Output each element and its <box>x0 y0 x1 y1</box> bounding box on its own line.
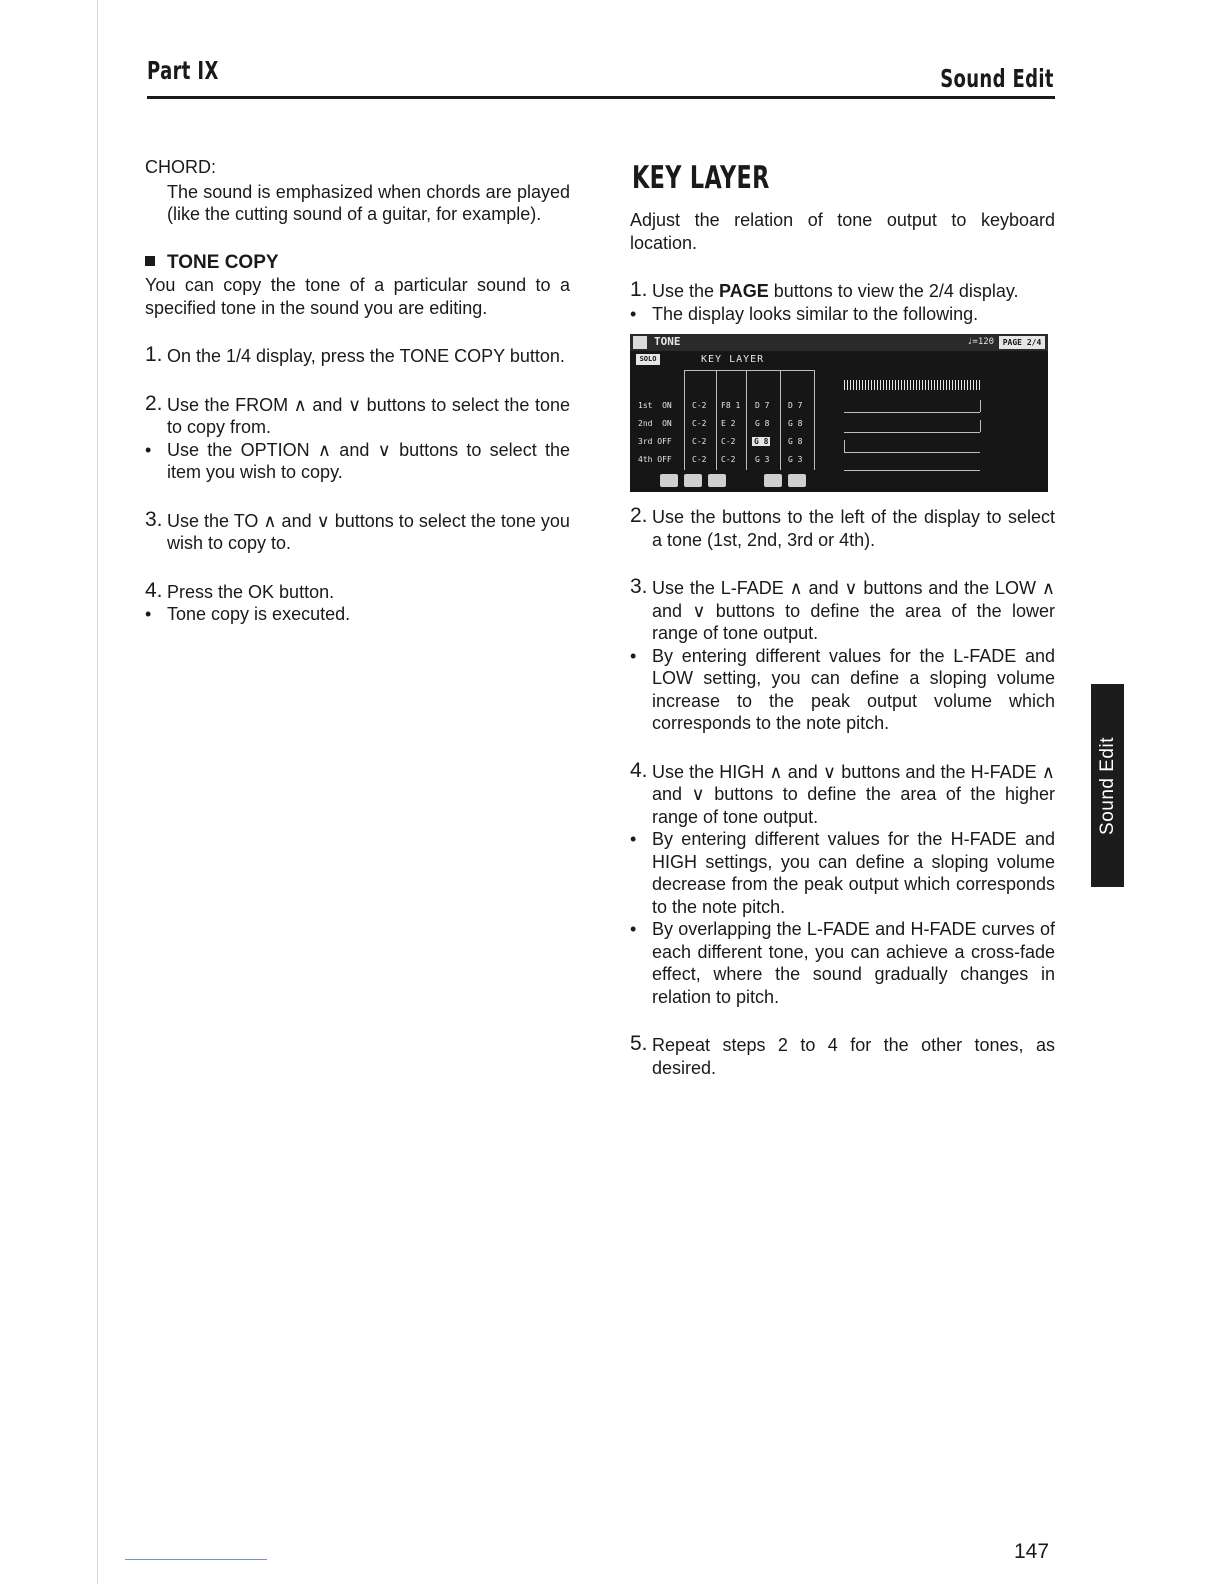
lcd-cell: G 3 <box>755 455 770 464</box>
lcd-cell: C-2 <box>692 437 707 446</box>
lcd-range-bar <box>844 470 980 471</box>
lcd-cell: C-2 <box>692 419 707 428</box>
lcd-soft-button-icon <box>708 474 726 487</box>
lcd-grid-line <box>814 370 815 470</box>
chord-label: CHORD: <box>145 157 216 177</box>
page-number: 147 <box>1014 1540 1050 1563</box>
lcd-cell: G 8 <box>755 419 770 428</box>
lcd-soft-button-icon <box>788 474 806 487</box>
tone-copy-step: 4. Press the OK button. <box>145 578 335 602</box>
key-layer-step: 2. Use the buttons to the left of the display to select a tone (1st, 2nd, 3rd or 4th). <box>630 504 1055 550</box>
note-icon <box>633 336 647 349</box>
tone-copy-step: 3. Use the TO ∧ and ∨ buttons to select the tone you wish to copy to. <box>145 507 570 553</box>
lcd-cell: G 8 <box>788 437 803 446</box>
lcd-grid-line <box>684 370 814 371</box>
lcd-row: 1st ON <box>638 401 672 410</box>
lcd-range-bar <box>980 420 981 432</box>
lcd-cell: C-2 <box>692 401 707 410</box>
page-margin-line <box>97 0 98 1584</box>
lcd-tone-label: TONE <box>654 335 681 348</box>
header-rule <box>147 96 1055 99</box>
tone-copy-bullet: • Tone copy is executed. <box>145 603 570 626</box>
square-bullet-icon <box>145 256 155 266</box>
lcd-key-layer-label: KEY LAYER <box>701 354 765 365</box>
lcd-cell: C-2 <box>721 437 736 446</box>
lcd-row: 4th OFF <box>638 455 672 464</box>
chord-description: The sound is emphasized when chords are played (like the cutting sound of a guitar, for example). <box>167 181 570 224</box>
lcd-range-bar <box>844 432 980 433</box>
key-layer-bullet: • By entering different values for the L-FADE and LOW setting, you can define a sloping volume increase to the peak output volume which corresponds to the note pitch. <box>630 645 1055 735</box>
lcd-grid-line <box>716 370 717 470</box>
lcd-cell: E 2 <box>721 419 736 428</box>
tone-copy-bullet: • Use the OPTION ∧ and ∨ buttons to select the item you wish to copy. <box>145 439 570 484</box>
key-layer-step: 5. Repeat steps 2 to 4 for the other tones, as desired. <box>630 1032 1055 1078</box>
lcd-cell: C-2 <box>692 455 707 464</box>
tone-copy-heading: TONE COPY <box>145 252 570 275</box>
key-layer-title: KEY LAYER <box>632 160 770 196</box>
lcd-soft-button-icon <box>764 474 782 487</box>
section-side-tab: Sound Edit <box>1091 684 1124 887</box>
lcd-range-bar <box>844 452 980 453</box>
lcd-cell: D 7 <box>788 401 803 410</box>
key-layer-step: 3. Use the L-FADE ∧ and ∨ buttons and the LOW ∧ and ∨ buttons to define the area of the lower range of tone output. <box>630 575 1055 643</box>
lcd-row: 2nd ON <box>638 419 672 428</box>
lcd-soft-button-icon <box>684 474 702 487</box>
left-column <box>145 156 570 626</box>
lcd-cell: D 7 <box>755 401 770 410</box>
right-column-bottom <box>630 506 1055 1079</box>
right-column-top <box>630 209 1055 325</box>
tone-copy-step: 1. On the 1/4 display, press the TONE COPY button. <box>145 343 565 366</box>
lcd-grid-line <box>746 370 747 470</box>
footer-line <box>125 1559 267 1560</box>
lcd-cell: G 3 <box>788 455 803 464</box>
lcd-range-bar <box>844 412 980 413</box>
lcd-solo-button: SOLO <box>636 354 660 365</box>
key-layer-bullet: • The display looks similar to the following. <box>630 303 1055 326</box>
lcd-cell-selected: G 8 <box>754 437 769 446</box>
key-layer-intro: Adjust the relation of tone output to keyboard location. <box>630 210 1055 253</box>
key-layer-bullet: • By entering different values for the H-FADE and HIGH settings, you can define a sloping volume decrease from the peak output which corresponds to the note pitch. <box>630 828 1055 918</box>
lcd-soft-button-icon <box>660 474 678 487</box>
tone-copy-step: 2. Use the FROM ∧ and ∨ buttons to select the tone to copy from. <box>145 391 570 437</box>
key-layer-bullet: • By overlapping the L-FADE and H-FADE curves of each different tone, you can achieve a cross-fade effect, where the sound gradually changes in relation to pitch. <box>630 918 1055 1008</box>
lcd-page-indicator: PAGE 2/4 <box>999 336 1045 349</box>
lcd-tempo: ♩=120 <box>967 337 995 347</box>
key-layer-step: 4. Use the HIGH ∧ and ∨ buttons and the H-FADE ∧ and ∨ buttons to define the area of the higher range of tone output. <box>630 758 1055 827</box>
lcd-cell: F8 1 <box>721 401 741 410</box>
lcd-grid-line <box>780 370 781 470</box>
lcd-grid-line <box>684 370 685 470</box>
lcd-cell: C-2 <box>721 455 736 464</box>
lcd-row: 3rd OFF <box>638 437 672 446</box>
lcd-range-bar <box>980 400 981 412</box>
lcd-display <box>630 334 1048 492</box>
tone-copy-intro: You can copy the tone of a particular sound to a specified tone in the sound you are editing. <box>145 275 570 318</box>
keyboard-graphic <box>844 380 980 390</box>
key-layer-step: 1. Use the PAGE buttons to view the 2/4 display. <box>630 278 1019 301</box>
lcd-cell: G 8 <box>788 419 803 428</box>
section-label: Sound Edit <box>940 64 1054 93</box>
lcd-range-bar <box>844 440 845 452</box>
part-label: Part IX <box>147 56 219 85</box>
